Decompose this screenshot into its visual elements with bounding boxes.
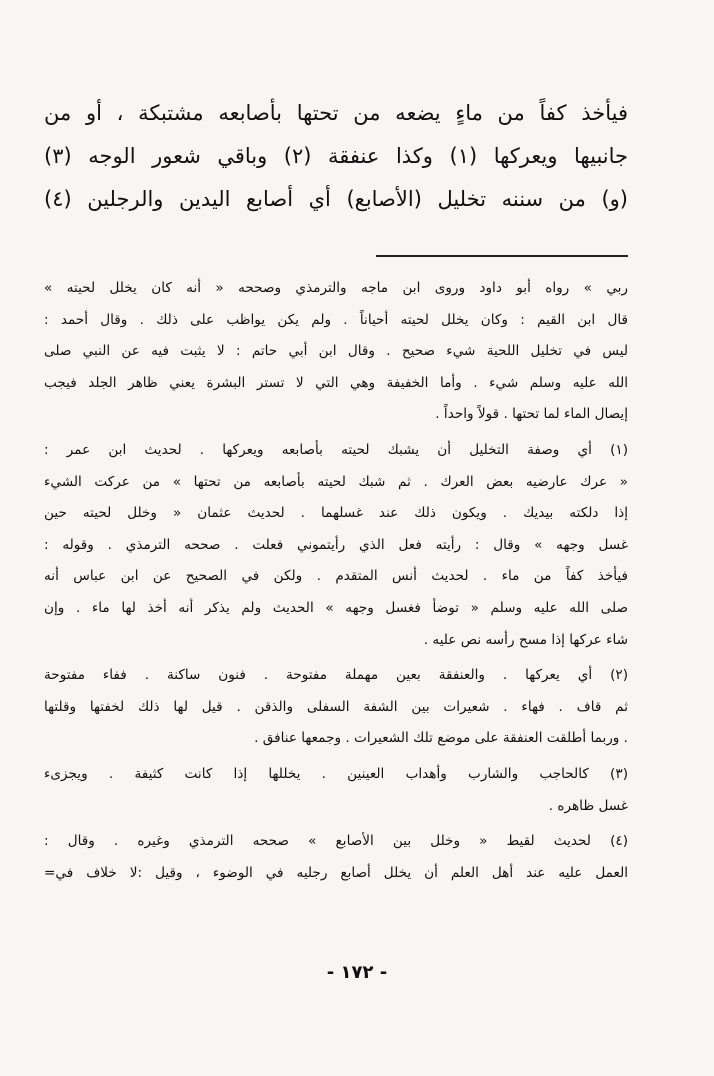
footnote-line: غسل ظاهره . <box>548 797 628 814</box>
main-text <box>44 92 628 221</box>
footnote-line: غسل وجهه » وقال : رأيته فعل الذي رأيتموني فعلت . صححه الترمذي . وقوله : <box>44 536 628 553</box>
page-number: - ١٧٢ - <box>326 962 388 983</box>
footnote-line: ثم قاف . فهاء . شعيرات بين الشفة السفلى والذقن . قيل لها ذلك لخفتها وقلتها <box>44 698 628 715</box>
footnote-line: . وربما أطلقت العنفقة على موضع تلك الشعيرات . وجمعها عنافق . <box>254 730 628 747</box>
footnote-line: العمل عليه عند أهل العلم أن يخلل أصابع رجليه في الوضوء ، وقيل :لا خلاف في= <box>44 864 628 881</box>
footnotes <box>44 273 628 889</box>
main-text-line: (و) من سننه تخليل (الأصابع) أي أصابع اليدين والرجلين (٤) <box>44 187 628 211</box>
footnote-line: إذا دلكته بيديك . ويكون ذلك عند غسلهما . لحديث عثمان « وخلل لحيته حين <box>44 505 628 522</box>
footnote-line: قال ابن القيم : وكان يخلل لحيته أحياناً . ولم يكن يواظب على ذلك . وقال أحمد : <box>44 311 628 328</box>
footnote-line: ربي » رواه أبو داود وروى ابن ماجه والترمذي وصححه « أنه كان يخلل لحيته » <box>44 280 628 296</box>
footnote-line: ليس في تخليل اللحية شيء صحيح . وقال ابن أبي حاتم : لا يثبت فيه عن النبي صلى <box>44 343 628 360</box>
footnote-line: (٢) أي يعركها . والعنفقة بعين مهملة مفتوحة . فنون ساكنة . ففاء مفتوحة <box>44 667 628 684</box>
footnote-line: الله عليه وسلم شيء . وأما الخفيفة وهي التي لا تستر البشرة يعني ظاهر الجلد فيجب <box>44 374 628 391</box>
footnote-line: (١) أي وصفة التخليل أن يشبك لحيته بأصابعه ويعركها . لحديث ابن عمر : <box>44 441 628 458</box>
footnote-divider <box>376 255 628 257</box>
footnote-line: (٤) لحديث لقيط « وخلل بين الأصابع » صححه الترمذي وغيره . وقال : <box>44 833 628 850</box>
footnote-continuation <box>44 273 628 431</box>
main-text-line: جانبيها ويعركها (١) وكذا عنفقة (٢) وباقي شعور الوجه (٣) <box>44 144 628 168</box>
footnote-line: « عرك عارضيه بعض العرك . ثم شبك لحيته بأصابعه من تحتها » من عركت الشيء <box>44 473 628 490</box>
main-text-line: فيأخذ كفاً من ماءٍ يضعه من تحتها بأصابعه مشتبكة ، أو من <box>44 101 628 125</box>
footnote-line: إيصال الماء لما تحتها . قولاً واحداً . <box>435 406 628 423</box>
footnote-line: شاء عركها إذا مسح رأسه نص عليه . <box>423 631 628 648</box>
footnote-line: صلى الله عليه وسلم « توضأ فغسل وجهه » الحديث ولم يذكر أنه أخذ لها ماء . وإن <box>44 599 628 616</box>
footnote-2 <box>44 660 628 755</box>
footnote-3 <box>44 759 628 822</box>
footnote-4 <box>44 826 628 889</box>
footnote-line: فيأخذ كفاً من ماء . لحديث أنس المتقدم . ولكن في الصحيح عن ابن عباس أنه <box>44 568 628 585</box>
footnote-line: (٣) كالحاجب والشارب وأهداب العينين . يخللها إذا كانت كثيفة . ويجزىء <box>44 765 628 782</box>
footnote-1 <box>44 435 628 656</box>
